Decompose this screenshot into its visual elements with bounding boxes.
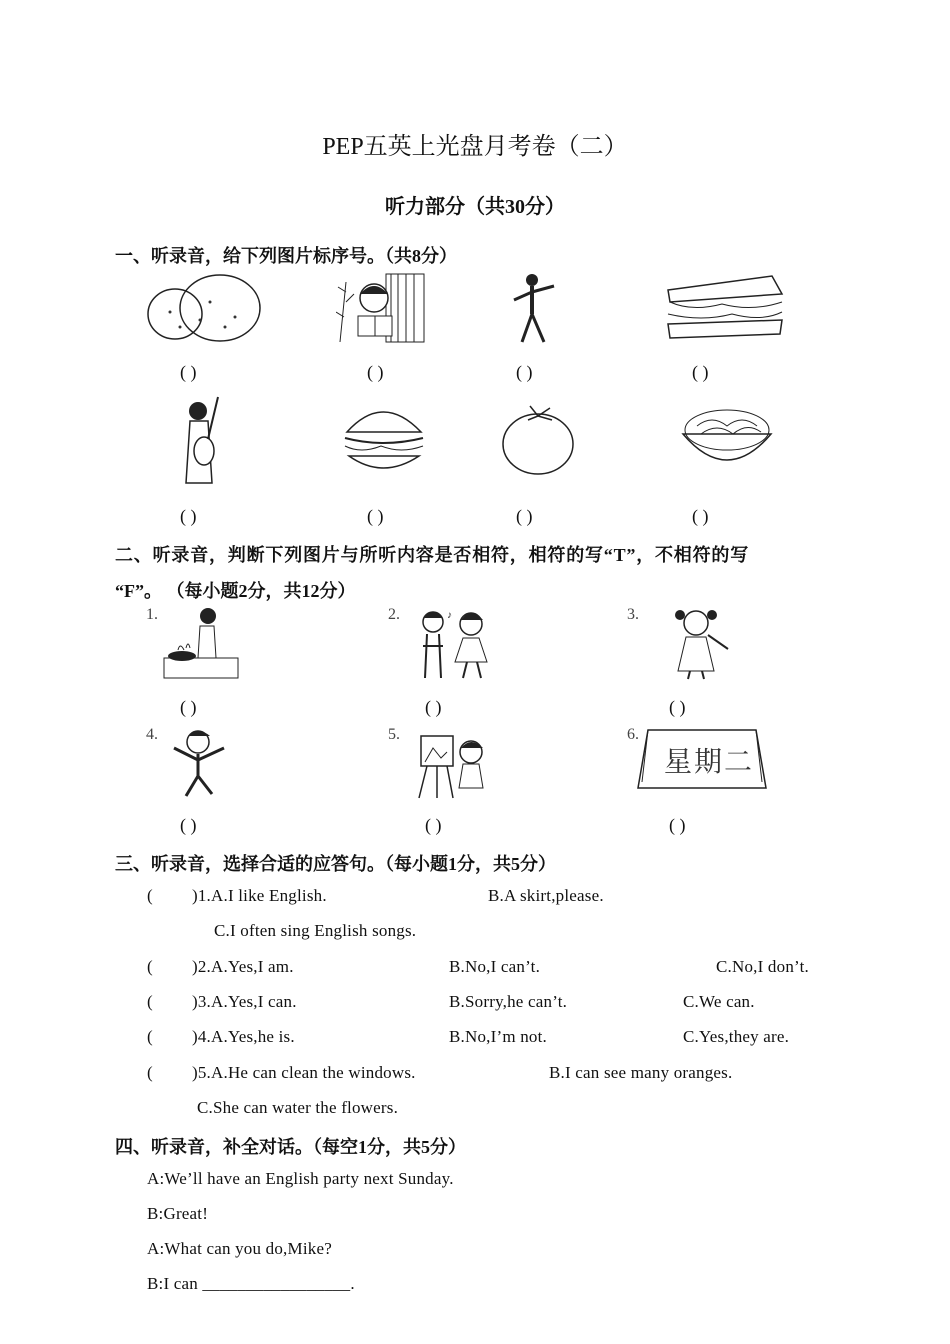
tomato-icon — [500, 402, 580, 477]
s2-item-num-2: 2. — [388, 606, 400, 623]
pipa-girl-icon — [178, 393, 228, 488]
q1-option-c: C.I often sing English songs. — [214, 921, 417, 940]
q5-option-b: B.I can see many oranges. — [549, 1063, 733, 1082]
cooking-boy-icon — [158, 606, 242, 682]
q4-option-c: C.Yes,they are. — [683, 1027, 790, 1046]
s1-answer-7[interactable]: ( ) — [516, 506, 533, 526]
s2-answer-1[interactable]: ( ) — [180, 697, 197, 717]
s2-answer-2[interactable]: ( ) — [425, 697, 442, 717]
s2-item-num-1: 1. — [146, 606, 158, 623]
s2-item-num-6: 6. — [627, 726, 639, 743]
dialogue-line-2: B:Great! — [147, 1204, 209, 1223]
q4-paren[interactable]: ( — [147, 1027, 153, 1046]
q1-option-b: B.A skirt,please. — [488, 886, 604, 905]
section2-heading-line2: “F”。 （每小题2分，共12分） — [115, 581, 356, 601]
noodles-icon — [677, 400, 777, 475]
s1-answer-5[interactable]: ( ) — [180, 506, 197, 526]
q3-option-a: )3.A.Yes,I can. — [192, 992, 297, 1011]
s1-answer-3[interactable]: ( ) — [516, 362, 533, 382]
s2-answer-5[interactable]: ( ) — [425, 815, 442, 835]
section4-heading: 四、听录音，补全对话。（每空1分，共5分） — [115, 1137, 466, 1157]
s1-answer-2[interactable]: ( ) — [367, 362, 384, 382]
s2-item-num-5: 5. — [388, 726, 400, 743]
q1-option-a: )1.A.I like English. — [192, 886, 327, 905]
q5-option-c: C.She can water the flowers. — [197, 1098, 399, 1117]
painting-kid-icon — [413, 726, 493, 802]
q2-option-b: B.No,I can’t. — [449, 957, 541, 976]
page-subtitle: 听力部分（共30分） — [385, 196, 565, 218]
q1-paren[interactable]: ( — [147, 886, 153, 905]
dialogue-line-1: A:We’ll have an English party next Sunday. — [147, 1169, 454, 1188]
q4-option-a: )4.A.Yes,he is. — [192, 1027, 295, 1046]
s2-answer-3[interactable]: ( ) — [669, 697, 686, 717]
svg-text:♪: ♪ — [447, 610, 452, 621]
s2-answer-6[interactable]: ( ) — [669, 815, 686, 835]
singing-dancing-icon — [415, 606, 495, 682]
s1-answer-6[interactable]: ( ) — [367, 506, 384, 526]
kungfu-boy-icon — [166, 726, 230, 798]
s2-answer-4[interactable]: ( ) — [180, 815, 197, 835]
q5-paren[interactable]: ( — [147, 1063, 153, 1082]
q5-option-a: )5.A.He can clean the windows. — [192, 1063, 416, 1082]
q2-option-c: C.No,I don’t. — [716, 957, 809, 976]
q4-option-b: B.No,I’m not. — [449, 1027, 547, 1046]
dialogue-line-4[interactable]: B:I can _________________. — [147, 1274, 355, 1293]
reading-boy-icon — [336, 272, 426, 344]
hamburger-icon — [341, 400, 426, 478]
s1-answer-4[interactable]: ( ) — [692, 362, 709, 382]
section2-heading-line1: 二、听录音，判断下列图片与所听内容是否相符，相符的写“T”，不相符的写 — [115, 545, 750, 565]
sandwich-icon — [662, 272, 787, 347]
q2-option-a: )2.A.Yes,I am. — [192, 957, 294, 976]
page-title: PEP五英上光盘月考卷（二） — [322, 134, 628, 160]
q2-paren[interactable]: ( — [147, 957, 153, 976]
calendar-text: 星期二 — [664, 745, 755, 778]
s2-item-num-4: 4. — [146, 726, 158, 743]
section3-heading: 三、听录音，选择合适的应答句。（每小题1分，共5分） — [115, 854, 556, 874]
potatoes-icon — [140, 272, 265, 344]
section1-heading: 一、听录音，给下列图片标序号。（共8分） — [115, 246, 457, 266]
dialogue-line-3: A:What can you do,Mike? — [147, 1239, 332, 1258]
q3-option-b: B.Sorry,he can’t. — [449, 992, 568, 1011]
q3-paren[interactable]: ( — [147, 992, 153, 1011]
s1-answer-1[interactable]: ( ) — [180, 362, 197, 382]
s1-answer-8[interactable]: ( ) — [692, 506, 709, 526]
s2-item-num-3: 3. — [627, 606, 639, 623]
q3-option-c: C.We can. — [683, 992, 755, 1011]
kungfu-icon — [508, 272, 563, 346]
violin-girl-icon — [670, 605, 732, 681]
